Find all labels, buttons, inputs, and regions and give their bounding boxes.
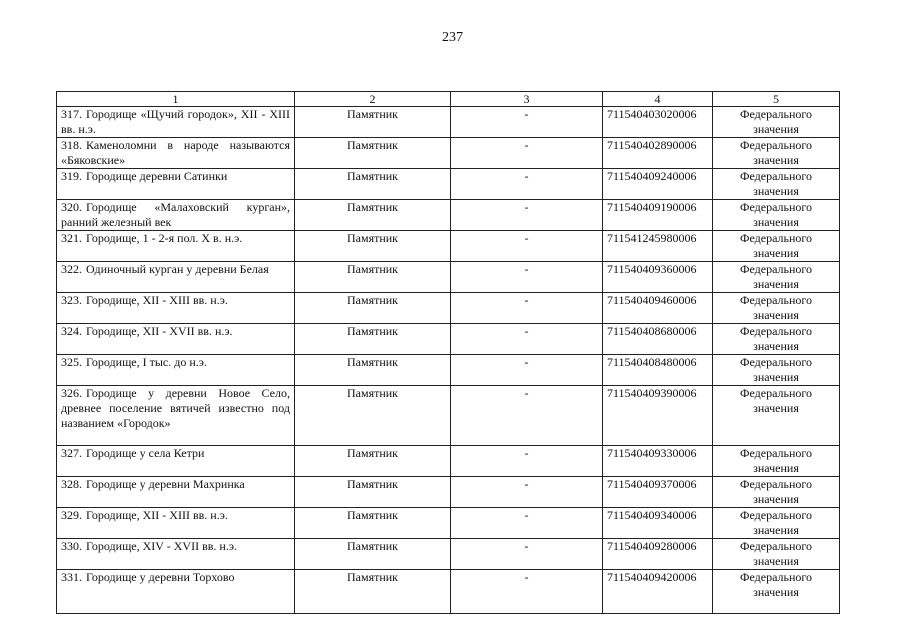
header-row (57, 92, 840, 107)
monument-name: Городище у деревни Махринка (86, 477, 245, 491)
monument-name-cell (57, 200, 295, 231)
column-3-cell: - (451, 386, 603, 446)
row-number: 331. (61, 570, 82, 584)
table-row (57, 107, 840, 138)
monument-name: Городище «Щучий городок», XII - XIII вв. н.э. (61, 107, 290, 136)
table-row (57, 200, 840, 231)
column-3-cell: - (451, 570, 603, 614)
table-row (57, 446, 840, 477)
registry-code-cell: 711540408480006 (603, 355, 713, 386)
monument-name-cell (57, 293, 295, 324)
registry-code-cell: 711540409390006 (603, 386, 713, 446)
monument-type-cell: Памятник (295, 508, 451, 539)
table-row (57, 138, 840, 169)
column-3-cell: - (451, 262, 603, 293)
monument-name-cell (57, 324, 295, 355)
column-3-cell: - (451, 200, 603, 231)
column-3-cell: - (451, 446, 603, 477)
row-number: 326. (61, 386, 82, 400)
monument-name-cell (57, 539, 295, 570)
significance-cell: Федерального значения (713, 324, 840, 355)
monument-type-cell: Памятник (295, 539, 451, 570)
row-number: 317. (61, 107, 82, 121)
registry-code-cell: 711540409460006 (603, 293, 713, 324)
registry-code-cell: 711540409360006 (603, 262, 713, 293)
registry-code-cell: 711540409280006 (603, 539, 713, 570)
table-row (57, 355, 840, 386)
column-3-cell: - (451, 293, 603, 324)
table-row (57, 386, 840, 446)
table-row (57, 324, 840, 355)
column-3-cell: - (451, 539, 603, 570)
registry-code-cell: 711540409190006 (603, 200, 713, 231)
significance-cell: Федерального значения (713, 386, 840, 446)
page-number: 237 (442, 30, 463, 45)
table-row (57, 570, 840, 614)
column-header: 5 (713, 92, 840, 107)
monument-type-cell: Памятник (295, 231, 451, 262)
row-number: 318. (61, 138, 82, 152)
column-header: 1 (57, 92, 295, 107)
table-row (57, 508, 840, 539)
monument-name-cell (57, 570, 295, 614)
monument-name-cell (57, 477, 295, 508)
column-3-cell: - (451, 231, 603, 262)
row-number: 325. (61, 355, 82, 369)
monument-type-cell: Памятник (295, 169, 451, 200)
row-number: 330. (61, 539, 82, 553)
significance-cell: Федерального значения (713, 477, 840, 508)
monument-name-cell (57, 138, 295, 169)
row-number: 321. (61, 231, 82, 245)
monument-name: Городище, 1 - 2-я пол. X в. н.э. (86, 231, 243, 245)
monument-name-cell (57, 508, 295, 539)
monument-name-cell (57, 231, 295, 262)
registry-code-cell: 711540402890006 (603, 138, 713, 169)
table-row (57, 539, 840, 570)
monument-type-cell: Памятник (295, 446, 451, 477)
significance-cell: Федерального значения (713, 231, 840, 262)
significance-cell: Федерального значения (713, 138, 840, 169)
monument-name-cell (57, 386, 295, 446)
column-header: 4 (603, 92, 713, 107)
monument-name-cell (57, 262, 295, 293)
significance-cell: Федерального значения (713, 570, 840, 614)
registry-code-cell: 711540403020006 (603, 107, 713, 138)
registry-code-cell: 711540409330006 (603, 446, 713, 477)
column-3-cell: - (451, 355, 603, 386)
column-header: 3 (451, 92, 603, 107)
monument-type-cell: Памятник (295, 200, 451, 231)
monument-name: Городище, XII - XIII вв. н.э. (86, 293, 228, 307)
row-number: 322. (61, 262, 82, 276)
monument-type-cell: Памятник (295, 138, 451, 169)
row-number: 323. (61, 293, 82, 307)
significance-cell: Федерального значения (713, 169, 840, 200)
column-3-cell: - (451, 107, 603, 138)
monument-name: Городище «Малаховский курган», ранний железный век (61, 200, 290, 229)
monument-name: Городище, XII - XIII вв. н.э. (86, 508, 228, 522)
monument-type-cell: Памятник (295, 570, 451, 614)
monument-name-cell (57, 355, 295, 386)
monument-type-cell: Памятник (295, 262, 451, 293)
monument-name: Городище, XII - XVII вв. н.э. (86, 324, 233, 338)
monument-name: Городище у деревни Торхово (86, 570, 235, 584)
monument-name: Городище, I тыс. до н.э. (86, 355, 207, 369)
registry-code-cell: 711540408680006 (603, 324, 713, 355)
significance-cell: Федерального значения (713, 107, 840, 138)
monument-type-cell: Памятник (295, 293, 451, 324)
table-row (57, 169, 840, 200)
significance-cell: Федерального значения (713, 262, 840, 293)
significance-cell: Федерального значения (713, 355, 840, 386)
significance-cell: Федерального значения (713, 539, 840, 570)
table-row (57, 231, 840, 262)
row-number: 319. (61, 169, 82, 183)
monument-name: Городище у деревни Новое Село, древнее поселение вятичей известно под названием «Городок» (61, 386, 290, 430)
registry-code-cell: 711540409340006 (603, 508, 713, 539)
column-header: 2 (295, 92, 451, 107)
significance-cell: Федерального значения (713, 293, 840, 324)
monument-type-cell: Памятник (295, 355, 451, 386)
column-3-cell: - (451, 169, 603, 200)
row-number: 324. (61, 324, 82, 338)
monument-name: Одиночный курган у деревни Белая (86, 262, 269, 276)
row-number: 328. (61, 477, 82, 491)
row-number: 320. (61, 200, 82, 214)
row-number: 329. (61, 508, 82, 522)
monuments-table (56, 91, 840, 614)
registry-code-cell: 711540409420006 (603, 570, 713, 614)
monument-type-cell: Памятник (295, 386, 451, 446)
registry-code-cell: 711541245980006 (603, 231, 713, 262)
column-3-cell: - (451, 324, 603, 355)
monument-type-cell: Памятник (295, 107, 451, 138)
table-row (57, 477, 840, 508)
monument-type-cell: Памятник (295, 324, 451, 355)
column-3-cell: - (451, 508, 603, 539)
significance-cell: Федерального значения (713, 200, 840, 231)
monument-type-cell: Памятник (295, 477, 451, 508)
table-row (57, 293, 840, 324)
significance-cell: Федерального значения (713, 446, 840, 477)
monument-name: Городище у села Кетри (86, 446, 205, 460)
significance-cell: Федерального значения (713, 508, 840, 539)
monument-name: Городище, XIV - XVII вв. н.э. (86, 539, 237, 553)
monument-name: Городище деревни Сатинки (86, 169, 228, 183)
monument-name-cell (57, 169, 295, 200)
column-3-cell: - (451, 138, 603, 169)
table-row (57, 262, 840, 293)
monument-name-cell (57, 446, 295, 477)
monument-name-cell (57, 107, 295, 138)
registry-code-cell: 711540409370006 (603, 477, 713, 508)
row-number: 327. (61, 446, 82, 460)
monument-name: Каменоломни в народе называются «Бяковские» (61, 138, 290, 167)
registry-code-cell: 711540409240006 (603, 169, 713, 200)
column-3-cell: - (451, 477, 603, 508)
